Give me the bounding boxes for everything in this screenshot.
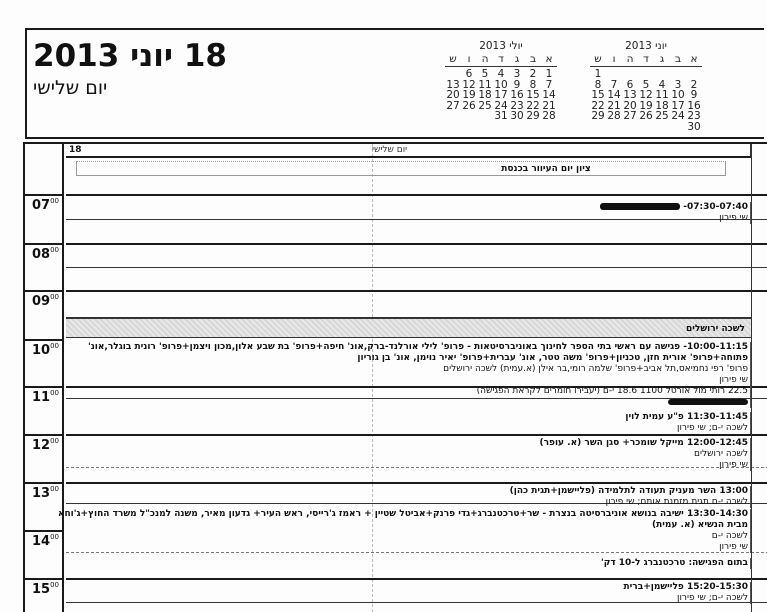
calendar-day[interactable]: 19	[462, 89, 476, 101]
calendar-day[interactable]: 22	[591, 99, 605, 112]
calendar-day	[477, 111, 493, 122]
event-title: 07:30-07:40-	[600, 202, 748, 213]
hour-divider	[25, 434, 64, 436]
day-header-box	[25, 28, 764, 139]
mini-calendar-title: יוני 2013	[625, 40, 667, 52]
event-title: בתום הפגישה: טרכטנברג ל-10 דק'	[600, 558, 748, 568]
calendar-day[interactable]: 6	[626, 78, 634, 91]
weekday: ש	[449, 53, 457, 65]
event-title: 12:00-12:45 מייקל שומכר+ סגן השר (א. עופר)	[539, 438, 748, 448]
calendar-day[interactable]: 28	[542, 110, 556, 122]
weekday: ו	[612, 53, 616, 65]
calendar-day	[654, 69, 670, 80]
weekday: א	[545, 53, 553, 65]
calendar-day[interactable]: 4	[497, 68, 505, 80]
calendar-day[interactable]: 16	[687, 99, 701, 112]
calendar-day[interactable]: 20	[623, 99, 637, 112]
calendar-day[interactable]: 2	[529, 68, 537, 80]
events-grid	[57, 144, 767, 612]
calendar-day[interactable]: 18	[478, 89, 492, 101]
column-right-border	[751, 144, 752, 612]
all-day-event[interactable]	[76, 161, 726, 176]
hour-divider	[25, 243, 64, 245]
calendar-day[interactable]: 10	[671, 89, 685, 101]
mini-calendar-weekdays	[590, 53, 702, 67]
calendar-day[interactable]: 27	[623, 110, 637, 122]
hour-label-14: $14^{00}$	[31, 533, 59, 549]
calendar-day[interactable]: 24	[494, 99, 508, 112]
calendar-day	[445, 111, 461, 122]
redacted-text	[600, 203, 680, 210]
event-detail: לשכה י-ם; שי פירון	[677, 423, 748, 433]
all-day-event-title: ציון יום העיוור בכנסת	[501, 164, 591, 174]
calendar-day[interactable]: 22	[526, 99, 540, 112]
event-detail: לשכה ירושלים	[693, 449, 748, 459]
calendar-day[interactable]: 13	[446, 78, 460, 91]
calendar-day	[445, 69, 461, 80]
slot-divider	[66, 290, 767, 292]
calendar-day	[638, 122, 654, 133]
hour-label-08: $08^{00}$	[31, 246, 59, 262]
event-attendee: שי פירון	[719, 375, 748, 385]
event-note: 22.5 רותי מול אורטל 1100 18.6 י-ם (יעבירו חומרים לקראת הפגישה)	[476, 386, 748, 396]
calendar-day[interactable]: 1	[594, 68, 602, 80]
event-detail: לשכה י-ם	[711, 531, 748, 541]
calendar-day[interactable]: 25	[478, 99, 492, 112]
hour-label-13: $13^{00}$	[31, 485, 59, 501]
event-detail: לשכה י-ם תגית מזמנת אותם; שי פירון	[605, 497, 748, 507]
page-title-date: 18 יוני 2013	[33, 38, 227, 74]
calendar-day	[686, 69, 702, 80]
slot-divider	[66, 267, 767, 268]
calendar-day[interactable]: 5	[642, 78, 650, 91]
calendar-day[interactable]: 17	[494, 89, 508, 101]
calendar-day[interactable]: 31	[494, 110, 508, 122]
calendar-day[interactable]: 13	[623, 89, 637, 101]
calendar-day[interactable]: 14	[542, 89, 556, 101]
mini-calendar-days	[445, 69, 557, 122]
hour-divider	[25, 386, 64, 388]
calendar-day	[590, 122, 606, 133]
hour-label-15: $15^{00}$	[31, 581, 59, 597]
event-1520[interactable]	[623, 582, 751, 604]
redacted-text	[668, 399, 748, 405]
event-1130[interactable]	[625, 412, 751, 434]
calendar-day[interactable]: 8	[529, 78, 537, 91]
calendar-day[interactable]: 4	[658, 78, 666, 91]
event-title-cont: מבית הנשיא (א. עמית)	[652, 520, 748, 530]
calendar-day[interactable]: 7	[610, 78, 618, 91]
calendar-day[interactable]: 19	[639, 99, 653, 112]
event-1300[interactable]	[510, 486, 751, 508]
slot-divider	[66, 434, 767, 436]
calendar-day[interactable]: 23	[687, 110, 701, 122]
event-detail: פרופ' רפי נחמיאס,תל אביב+פרופ' שלמה רומי,בר אילן (א.עמית) לשכה ירושלים	[443, 364, 748, 374]
calendar-day[interactable]: 21	[607, 99, 621, 112]
event-1000[interactable]	[88, 342, 751, 408]
calendar-day	[622, 122, 638, 133]
calendar-day[interactable]: 6	[465, 68, 473, 80]
calendar-day	[461, 111, 477, 122]
calendar-day[interactable]: 15	[591, 89, 605, 101]
calendar-day[interactable]: 16	[510, 89, 524, 101]
day-column-header	[66, 144, 751, 158]
mini-calendar-weekdays	[445, 53, 557, 67]
calendar-day[interactable]: 26	[639, 110, 653, 122]
calendar-day[interactable]: 8	[594, 78, 602, 91]
hour-divider	[25, 482, 64, 484]
calendar-day[interactable]: 20	[446, 89, 460, 101]
calendar-day[interactable]: 14	[607, 89, 621, 101]
hour-label-10: $10^{00}$	[31, 342, 59, 358]
mini-calendar-days	[590, 69, 702, 132]
calendar-day[interactable]: 26	[462, 99, 476, 112]
calendar-day[interactable]: 18	[655, 99, 669, 112]
hour-divider	[25, 290, 64, 292]
calendar-day	[638, 69, 654, 80]
calendar-day[interactable]: 29	[526, 110, 540, 122]
event-attendee: שי פירון	[719, 460, 748, 470]
redacted-line	[88, 397, 748, 408]
calendar-day[interactable]: 25	[655, 110, 669, 122]
day-number: 18	[69, 145, 82, 155]
hour-label-07: $07^{00}$	[31, 197, 59, 213]
weekday: ה	[626, 53, 634, 65]
calendar-day[interactable]: 12	[639, 89, 653, 101]
calendar-day[interactable]: 11	[478, 78, 492, 91]
hour-divider	[25, 578, 64, 580]
event-attendee: שי פירון	[719, 213, 748, 223]
calendar-day[interactable]: 10	[494, 78, 508, 91]
event-title-cont: פתוחה+פרופ' אורית חזן, טכניון+פרופ' משה טטר, אונ' עברית+פרופ' יאיר נוימן, אונ' בן גוריון	[357, 353, 748, 363]
event-attendee: שי פירון	[719, 542, 748, 552]
calendar-day	[622, 69, 638, 80]
weekday-name: יום שלישי	[33, 77, 108, 99]
calendar-day[interactable]: 3	[674, 78, 682, 91]
day-column-name: יום שלישי	[372, 145, 408, 155]
calendar-day[interactable]: 15	[526, 89, 540, 101]
calendar-day[interactable]: 9	[690, 89, 698, 101]
weekday: ו	[467, 53, 471, 65]
calendar-day	[654, 122, 670, 133]
weekday: ד	[498, 53, 504, 65]
calendar-day[interactable]: 7	[545, 78, 553, 91]
calendar-day[interactable]: 12	[462, 78, 476, 91]
hour-label-12: $12^{00}$	[31, 437, 59, 453]
calendar-day[interactable]: 3	[513, 68, 521, 80]
calendar-day[interactable]: 27	[446, 99, 460, 112]
calendar-day	[606, 122, 622, 133]
event-title: 13:00 השר מעניק תעודה לתלמידה (פליישמן+תגית כהן)	[509, 486, 748, 496]
hour-label-09: $09^{00}$	[31, 293, 59, 309]
hour-divider	[25, 194, 64, 196]
weekday: ה	[481, 53, 489, 65]
event-detail: לשכה י-ם; שי פירון	[677, 593, 748, 603]
calendar-day[interactable]: 23	[510, 99, 524, 112]
weekday: ב	[674, 53, 682, 65]
weekday: ג	[659, 53, 665, 65]
calendar-day[interactable]: 30	[510, 110, 524, 122]
weekday: א	[690, 53, 698, 65]
mini-calendar-title: יולי 2013	[479, 40, 523, 52]
mini-calendar-june	[590, 40, 702, 132]
calendar-day[interactable]: 29	[591, 110, 605, 122]
calendar-day[interactable]: 9	[513, 78, 521, 91]
calendar-day[interactable]: 17	[671, 99, 685, 112]
slot-divider	[66, 578, 767, 580]
calendar-day[interactable]: 5	[481, 68, 489, 80]
event-1330[interactable]	[58, 509, 751, 553]
weekday: ד	[643, 53, 649, 65]
calendar-day	[670, 69, 686, 80]
calendar-day[interactable]: 30	[687, 120, 701, 133]
hour-divider	[25, 339, 64, 341]
slot-divider	[66, 194, 767, 196]
calendar-day[interactable]: 1	[545, 68, 553, 80]
calendar-day	[670, 122, 686, 133]
calendar-day	[606, 69, 622, 80]
event-title: 10:00-11:15- פגישה עם ראשי בתי הספר לחינוך באוניברסיטאות - פרופ' לילי אורלנד-ברק,אונ' חיפה+פרופ' בת שבע אלון,מכון ויצמן+פרופ' רונית בוגלר,אונ'	[87, 342, 748, 352]
event-title: 15:20-15:30 פליישמן+ברית	[623, 582, 748, 592]
calendar-day[interactable]: 2	[690, 78, 698, 91]
slot-divider	[66, 482, 767, 484]
event-1200[interactable]	[540, 438, 751, 471]
calendar-day[interactable]: 21	[542, 99, 556, 112]
calendar-day[interactable]: 28	[607, 110, 621, 122]
mini-calendar-july	[445, 40, 557, 122]
event-title: 11:30-11:45 פ"ע עמית לוין	[625, 412, 748, 422]
weekday: ב	[529, 53, 537, 65]
calendar-day[interactable]: 24	[671, 110, 685, 122]
event-0730[interactable]	[600, 202, 751, 224]
weekday: ש	[594, 53, 602, 65]
location-band: לשכה ירושלים	[66, 317, 751, 338]
hour-label-11: $11^{00}$	[31, 389, 59, 405]
event-after-meeting[interactable]	[601, 558, 751, 569]
weekday: ג	[514, 53, 520, 65]
day-schedule	[23, 142, 767, 612]
slot-divider	[66, 243, 767, 245]
event-title: 13:30-14:30 ישיבה בנושא אוניברסיטה בנצרת - שר+טרכטנברג+גדי פרנק+אביטל שטיין + ראמז ג'רייסי, ראש העיר+ גדעון מאיר, משנה למנכ"ל משרד החוץ+ג'וחא	[57, 509, 748, 519]
calendar-day[interactable]: 11	[655, 89, 669, 101]
